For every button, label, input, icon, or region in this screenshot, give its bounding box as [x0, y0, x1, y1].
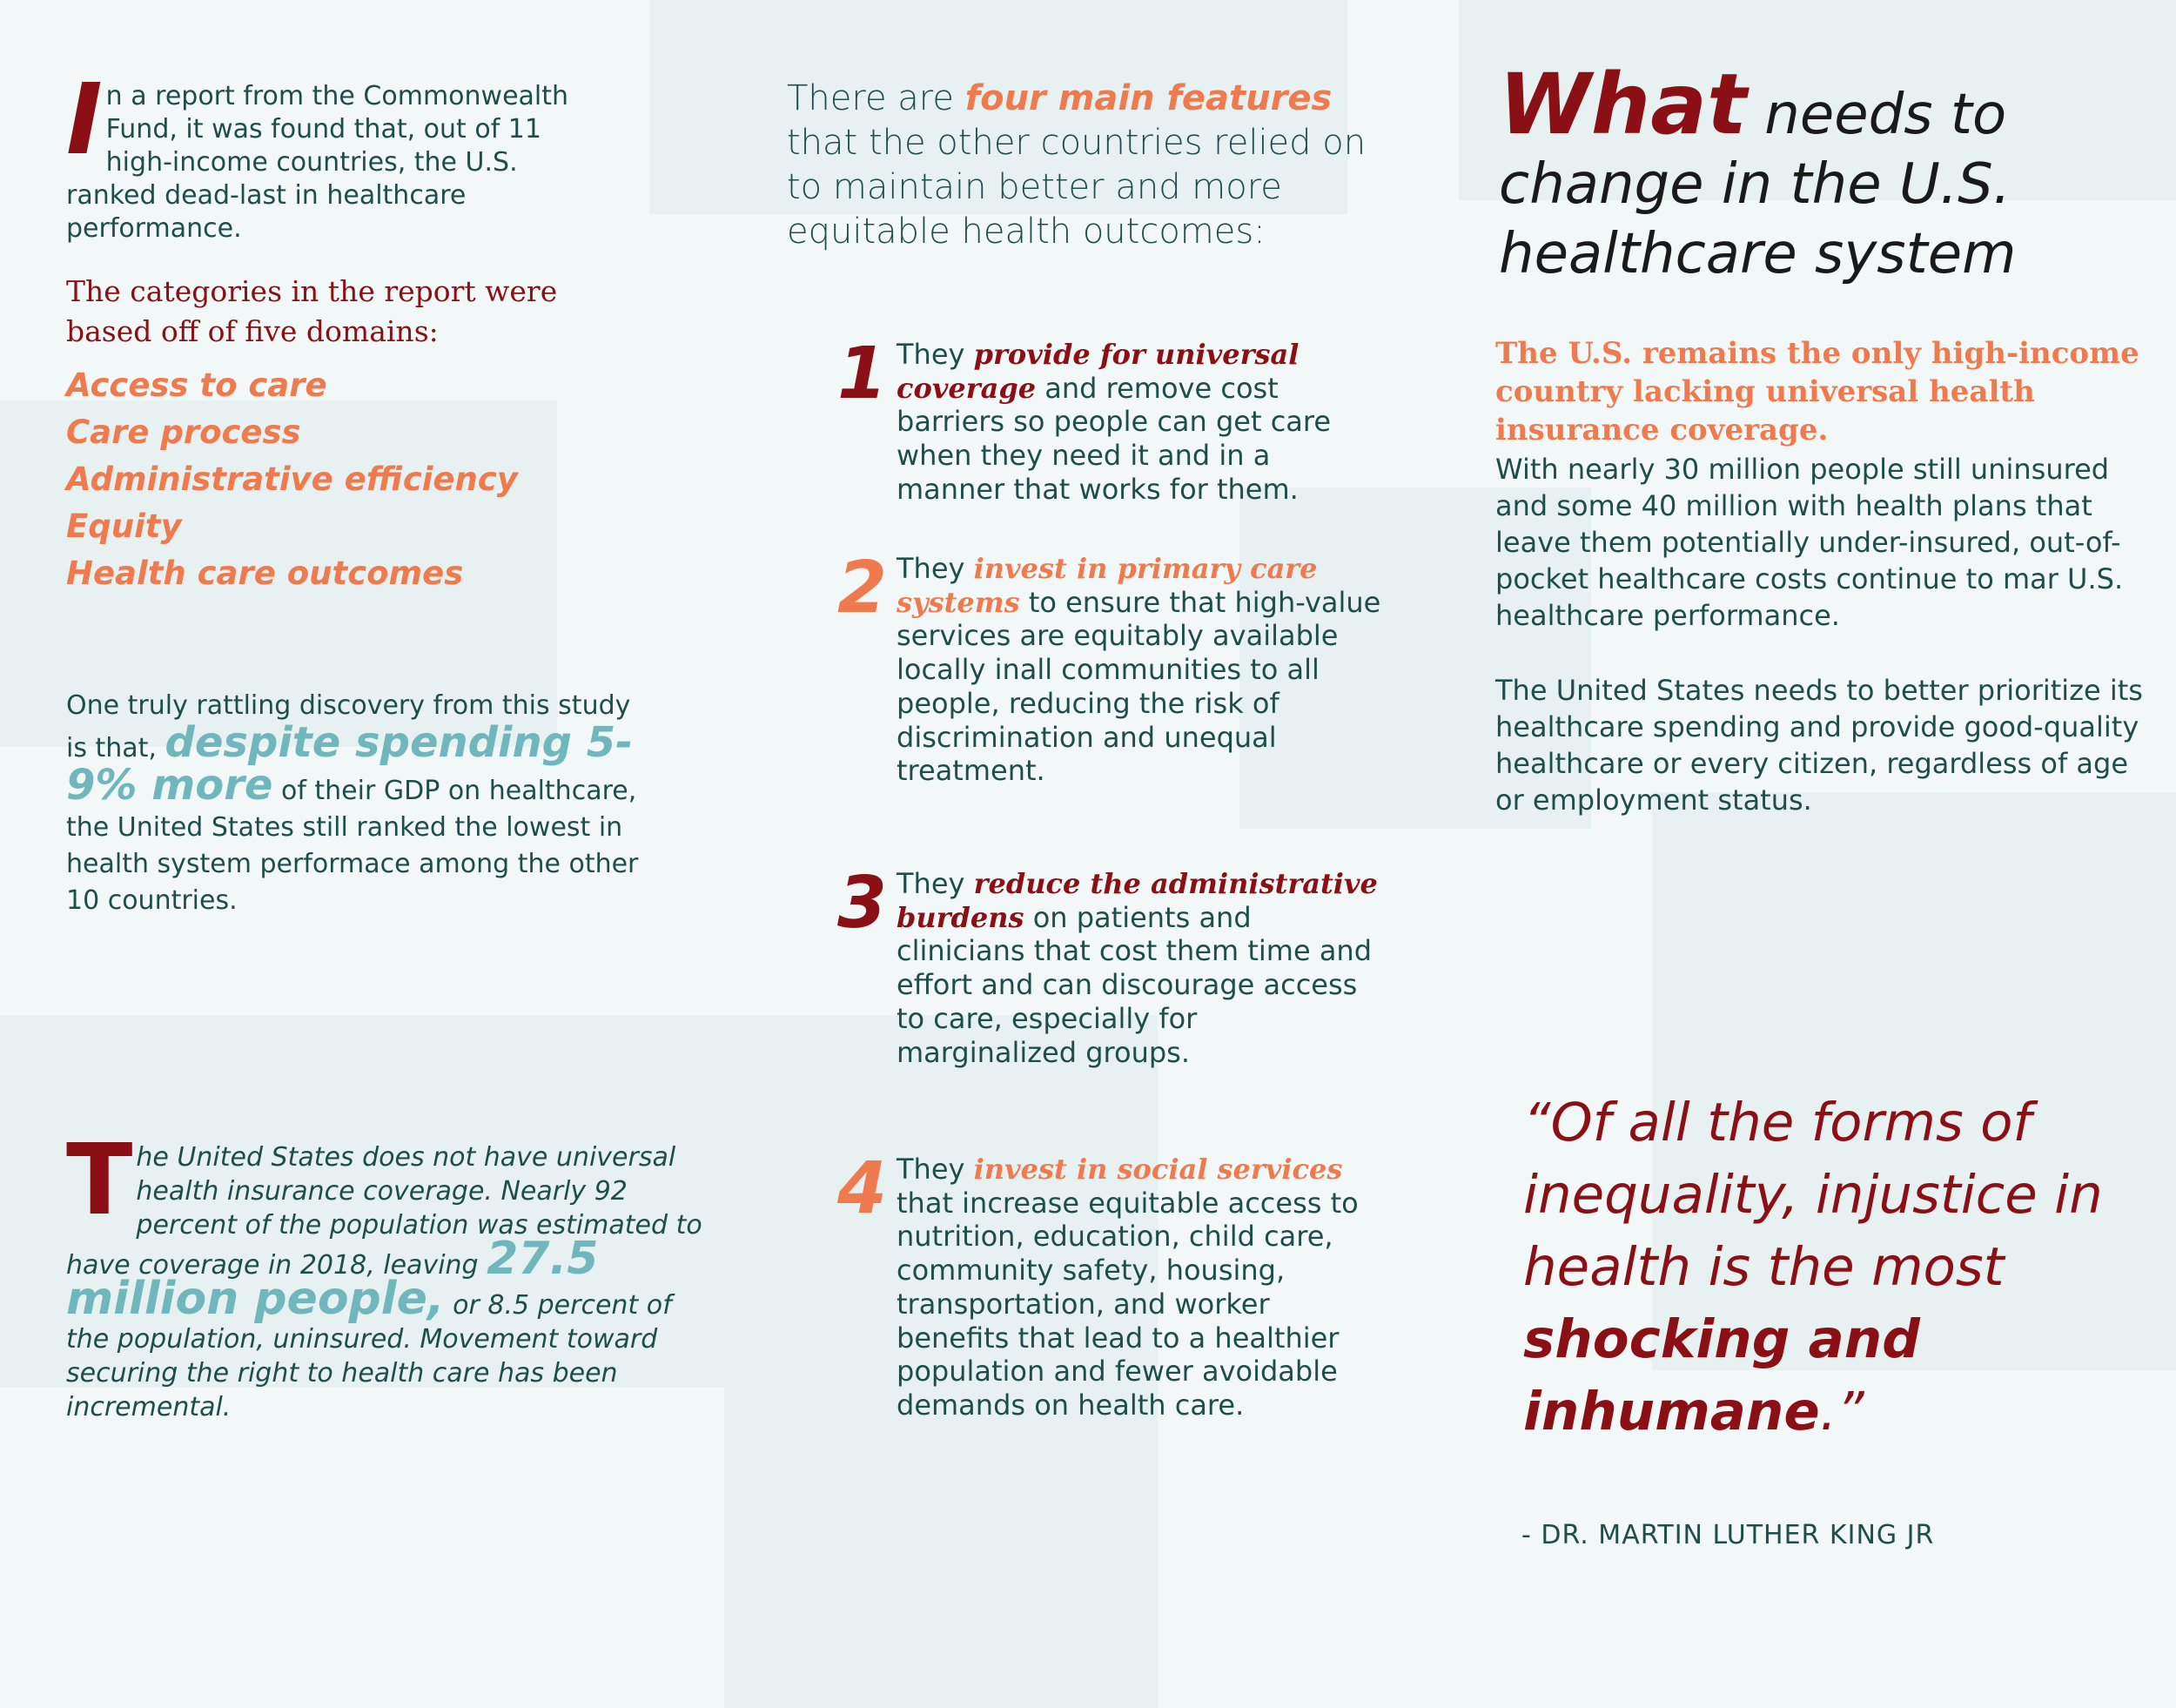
quote-attribution: - DR. MARTIN LUTHER KING JR	[1521, 1520, 1935, 1550]
quote-bold: shocking and inhumane	[1523, 1308, 1920, 1442]
feature-pre: They	[897, 338, 974, 371]
domain-item: Care process	[66, 414, 301, 451]
features-lead	[787, 77, 1379, 254]
uninsured-body: With nearly 30 million people still uninsured and some 40 million with health plans that leave them potentially under-insured, out-of-pocket healthcare costs continue to mar U.S. healthcare performance.	[1495, 453, 2124, 632]
prioritize-body: The United States needs to better prioritize its healthcare spending and provide good-quality healthcare or every citizen, regardless of age or employment status.	[1495, 674, 2143, 817]
uninsured-pre: he United States does not have universal health insurance coverage. Nearly 92 percent of the population was estimated to have coverage in 2018, leaving	[66, 1142, 702, 1281]
feature-post: and remove cost barriers so people can get care when they need it and in a manner that works for them.	[897, 371, 1332, 506]
domain-item: Health care outcomes	[66, 555, 464, 592]
intro-text: n a report from the Commonwealth Fund, it was found that, out of 11 high-income countries, the U.S. ranked dead-last in healthcare performance.	[66, 81, 569, 244]
bg-panel	[724, 1388, 1158, 1708]
categories-lead: The categories in the report were based off of five domains:	[66, 274, 558, 348]
feature-post: on patients and clinicians that cost them time and effort and can discourage access to care, especially for marginalized groups.	[897, 900, 1373, 1069]
feature-number: 2	[837, 547, 888, 629]
feature-post: that increase equitable access to nutrition, education, child care, community safety, housing, transportation, and worker benefits that lead to a healthier population and fewer avoidable demands on health care.	[897, 1186, 1359, 1422]
remains-heading: The U.S. remains the only high-income country lacking universal health insurance coverage.	[1495, 336, 2139, 447]
feature-highlight: invest in primary care systems	[897, 552, 1318, 619]
feature-pre: They	[897, 552, 974, 585]
domains-list	[66, 362, 606, 597]
discovery-post: of their GDP on healthcare, the United States still ranked the lowest in health system performace among the other 10 countries.	[66, 776, 639, 916]
feature-number: 1	[837, 333, 888, 415]
uninsured-highlight: 27.5 million people,	[66, 1233, 599, 1325]
uninsured-post: or 8.5 percent of the population, uninsured. Movement toward securing the right to health care has been incremental.	[66, 1290, 672, 1422]
feature-highlight: reduce the administrative burdens	[897, 867, 1378, 934]
feature-number: 3	[837, 862, 888, 945]
discovery-pre: One truly rattling discovery from this study is that,	[66, 690, 631, 763]
feature-pre: They	[897, 867, 974, 900]
mlk-quote	[1523, 1086, 2132, 1448]
domain-item: Access to care	[66, 366, 327, 404]
intro-paragraph	[66, 64, 606, 245]
feature-pre: They	[897, 1153, 974, 1186]
page-title	[1499, 56, 2160, 289]
discovery-paragraph	[66, 688, 658, 919]
feature-number: 4	[837, 1147, 888, 1230]
feature-highlight: provide for universal coverage	[897, 338, 1300, 405]
title-rest: needs to change in the U.S. healthcare system	[1499, 83, 2017, 286]
quote-post: .”	[1819, 1381, 1864, 1442]
domain-item: Equity	[66, 508, 182, 545]
features-lead-post: that the other countries relied on to maintain better and more equitable health outcomes:	[787, 123, 1367, 252]
features-lead-highlight: four main features	[964, 78, 1333, 118]
domain-item: Administrative efficiency	[66, 461, 518, 498]
quote-pre: “Of all the forms of inequality, injustice in health is the most	[1523, 1092, 2103, 1298]
title-what: What	[1499, 56, 1747, 153]
feature-highlight: invest in social services	[973, 1153, 1343, 1186]
dropcap-t: T	[66, 1124, 133, 1237]
discovery-highlight: despite spending 5-9% more	[66, 718, 634, 810]
feature-post: to ensure that high-value services are equitably available locally inall communities to all people, reducing the risk of discrimination and unequal treatment.	[897, 585, 1381, 788]
uninsured-paragraph	[66, 1124, 710, 1424]
dropcap-i: I	[66, 64, 103, 177]
features-lead-pre: There are	[787, 78, 965, 118]
